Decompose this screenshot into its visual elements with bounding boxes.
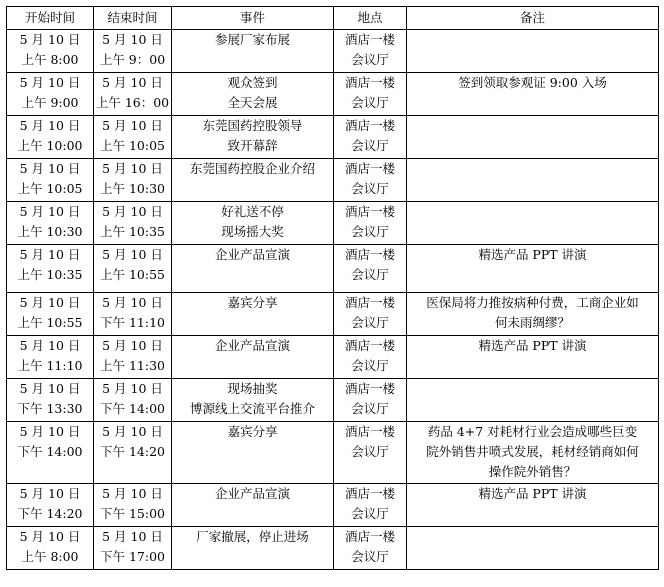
start-time-cell-line: 下午 14:20 [17, 506, 83, 521]
venue-cell-line: 会议厅 [351, 506, 389, 521]
note-cell-line: 操作院外销售？ [488, 464, 577, 479]
end-time-cell-line: 下午 11:10 [100, 315, 165, 330]
end-time-cell-line: 5 月 10 日 [102, 32, 163, 47]
note-cell-line: 精选产品 PPT 讲演 [478, 486, 587, 501]
header-start-time: 开始时间 [7, 7, 94, 30]
start-time-cell-line: 上午 9:00 [21, 95, 79, 110]
end-time-cell-line: 上午 10:55 [100, 267, 165, 282]
event-cell [172, 293, 334, 336]
start-time-cell-line: 上午 11:10 [17, 358, 83, 373]
start-time-cell-line: 5 月 10 日 [19, 424, 81, 439]
end-time-cell-line: 5 月 10 日 [102, 247, 163, 262]
event-cell-line: 现场抽奖 [227, 381, 278, 396]
note-cell-line: 签到领取参观证 9:00 入场 [458, 75, 607, 90]
event-cell-line: 全天会展 [227, 95, 278, 110]
event-cell [172, 116, 334, 159]
event-cell-line: 致开幕辞 [227, 138, 278, 153]
end-time-cell-line: 下午 15:00 [100, 506, 165, 521]
note-cell [407, 245, 659, 293]
note-cell [407, 336, 659, 379]
end-time-cell-line: 5 月 10 日 [102, 529, 163, 544]
end-time-cell-line: 上午 9：00 [99, 52, 166, 67]
start-time-cell-line: 上午 8:00 [21, 52, 79, 67]
venue-cell [334, 527, 407, 570]
note-cell-line: 精选产品 PPT 讲演 [478, 338, 587, 353]
start-time-cell [7, 336, 94, 379]
venue-cell-line: 酒店一楼 [344, 75, 395, 90]
end-time-cell-line: 上午 10:30 [100, 181, 165, 196]
venue-cell-line: 会议厅 [351, 549, 389, 564]
note-cell [407, 202, 659, 245]
start-time-cell-line: 上午 10:30 [17, 224, 83, 239]
event-cell [172, 527, 334, 570]
note-cell [407, 159, 659, 202]
venue-cell [334, 484, 407, 527]
start-time-cell [7, 245, 94, 293]
venue-cell-line: 会议厅 [351, 444, 389, 459]
end-time-cell-line: 5 月 10 日 [102, 204, 163, 219]
event-cell-line: 厂家撤展，停止进场 [196, 529, 309, 544]
venue-cell-line: 会议厅 [351, 52, 389, 67]
table-row [7, 159, 659, 202]
table-row [7, 73, 659, 116]
venue-cell-line: 酒店一楼 [344, 424, 395, 439]
venue-cell [334, 73, 407, 116]
venue-cell [334, 336, 407, 379]
end-time-cell [94, 527, 172, 570]
note-cell [407, 527, 659, 570]
event-cell [172, 379, 334, 422]
venue-cell [334, 245, 407, 293]
start-time-cell-line: 上午 10:35 [17, 267, 83, 282]
end-time-cell-line: 下午 17:00 [100, 549, 165, 564]
start-time-cell [7, 30, 94, 73]
note-cell-line: 药品 4+7 对耗材行业会造成哪些巨变 [427, 424, 638, 439]
note-cell [407, 116, 659, 159]
end-time-cell [94, 159, 172, 202]
event-cell-line: 现场摇大奖 [221, 224, 284, 239]
start-time-cell-line: 上午 10:55 [17, 315, 83, 330]
venue-cell-line: 酒店一楼 [344, 161, 395, 176]
venue-cell [334, 422, 407, 484]
start-time-cell-line: 5 月 10 日 [19, 118, 81, 133]
venue-cell-line: 酒店一楼 [344, 32, 395, 47]
note-cell-line: 精选产品 PPT 讲演 [478, 247, 587, 262]
end-time-cell [94, 422, 172, 484]
venue-cell [334, 116, 407, 159]
venue-cell-line: 酒店一楼 [344, 338, 395, 353]
start-time-cell-line: 上午 10:00 [17, 138, 83, 153]
table-row [7, 30, 659, 73]
event-cell [172, 202, 334, 245]
start-time-cell-line: 5 月 10 日 [19, 247, 81, 262]
end-time-cell [94, 202, 172, 245]
table-row [7, 422, 659, 484]
start-time-cell-line: 5 月 10 日 [19, 75, 81, 90]
end-time-cell-line: 上午 10:05 [100, 138, 165, 153]
start-time-cell-line: 5 月 10 日 [19, 381, 81, 396]
start-time-cell [7, 159, 94, 202]
start-time-cell-line: 下午 13:30 [17, 401, 83, 416]
event-cell [172, 422, 334, 484]
table-row [7, 245, 659, 293]
start-time-cell [7, 484, 94, 527]
venue-cell-line: 酒店一楼 [344, 295, 395, 310]
start-time-cell-line: 5 月 10 日 [19, 338, 81, 353]
end-time-cell [94, 245, 172, 293]
note-cell [407, 422, 659, 484]
end-time-cell-line: 下午 14:20 [100, 444, 165, 459]
venue-cell [334, 159, 407, 202]
start-time-cell [7, 202, 94, 245]
venue-cell [334, 30, 407, 73]
start-time-cell-line: 5 月 10 日 [19, 161, 81, 176]
end-time-cell-line: 上午 16：00 [95, 95, 170, 110]
end-time-cell-line: 5 月 10 日 [102, 75, 163, 90]
event-cell-line: 参展厂家布展 [214, 32, 290, 47]
venue-cell-line: 酒店一楼 [344, 486, 395, 501]
event-cell [172, 30, 334, 73]
end-time-cell-line: 5 月 10 日 [102, 295, 163, 310]
start-time-cell-line: 5 月 10 日 [19, 295, 81, 310]
table-row [7, 379, 659, 422]
end-time-cell-line: 5 月 10 日 [102, 118, 163, 133]
start-time-cell-line: 上午 10:05 [17, 181, 83, 196]
event-cell [172, 159, 334, 202]
event-cell [172, 336, 334, 379]
table-row [7, 293, 659, 336]
event-cell-line: 企业产品宣演 [214, 338, 290, 353]
venue-cell [334, 293, 407, 336]
venue-cell [334, 202, 407, 245]
note-cell [407, 30, 659, 73]
event-cell-line: 东莞国药控股领导 [202, 118, 303, 133]
venue-cell [334, 379, 407, 422]
end-time-cell [94, 116, 172, 159]
event-cell [172, 73, 334, 116]
table-row [7, 336, 659, 379]
schedule-body [7, 30, 659, 570]
event-cell-line: 嘉宾分享 [227, 424, 278, 439]
end-time-cell [94, 293, 172, 336]
venue-cell-line: 会议厅 [351, 267, 389, 282]
start-time-cell-line: 下午 14:00 [17, 444, 83, 459]
end-time-cell [94, 484, 172, 527]
event-cell-line: 企业产品宣演 [214, 486, 290, 501]
note-cell-line: 院外销售井喷式发展，耗材经销商如何 [426, 444, 639, 459]
start-time-cell [7, 379, 94, 422]
venue-cell-line: 会议厅 [351, 181, 389, 196]
end-time-cell [94, 73, 172, 116]
venue-cell-line: 会议厅 [351, 358, 389, 373]
start-time-cell-line: 5 月 10 日 [19, 32, 81, 47]
table-row [7, 484, 659, 527]
event-cell [172, 484, 334, 527]
end-time-cell [94, 379, 172, 422]
end-time-cell-line: 上午 10:35 [100, 224, 165, 239]
venue-cell-line: 酒店一楼 [344, 204, 395, 219]
venue-cell-line: 酒店一楼 [344, 529, 395, 544]
event-cell-line: 观众签到 [227, 75, 278, 90]
start-time-cell-line: 上午 8:00 [21, 549, 79, 564]
header-venue: 地点 [334, 7, 407, 30]
note-cell [407, 379, 659, 422]
end-time-cell-line: 5 月 10 日 [102, 381, 163, 396]
end-time-cell-line: 5 月 10 日 [102, 486, 163, 501]
end-time-cell-line: 5 月 10 日 [102, 338, 163, 353]
event-cell-line: 好礼送不停 [221, 204, 284, 219]
end-time-cell [94, 30, 172, 73]
header-event: 事件 [172, 7, 334, 30]
start-time-cell [7, 73, 94, 116]
note-cell [407, 293, 659, 336]
end-time-cell-line: 5 月 10 日 [102, 424, 163, 439]
note-cell-line: 何未雨绸缪？ [494, 315, 570, 330]
venue-cell-line: 会议厅 [351, 138, 389, 153]
table-row [7, 527, 659, 570]
end-time-cell-line: 下午 14:00 [100, 401, 165, 416]
event-cell-line: 嘉宾分享 [227, 295, 278, 310]
header-end-time: 结束时间 [94, 7, 172, 30]
venue-cell-line: 会议厅 [351, 401, 389, 416]
venue-cell-line: 酒店一楼 [344, 247, 395, 262]
note-cell [407, 73, 659, 116]
table-row [7, 202, 659, 245]
end-time-cell-line: 5 月 10 日 [102, 161, 163, 176]
table-row [7, 116, 659, 159]
header-note: 备注 [407, 7, 659, 30]
venue-cell-line: 会议厅 [351, 95, 389, 110]
start-time-cell [7, 116, 94, 159]
venue-cell-line: 酒店一楼 [344, 118, 395, 133]
header-row [7, 7, 659, 30]
note-cell-line: 医保局将力推按病种付费，工商企业如 [426, 295, 639, 310]
start-time-cell [7, 293, 94, 336]
event-cell-line: 企业产品宣演 [214, 247, 290, 262]
venue-cell-line: 会议厅 [351, 315, 389, 330]
event-cell-line: 东莞国药控股企业介绍 [189, 161, 315, 176]
end-time-cell-line: 上午 11:30 [100, 358, 165, 373]
start-time-cell-line: 5 月 10 日 [19, 486, 81, 501]
venue-cell-line: 会议厅 [351, 224, 389, 239]
start-time-cell [7, 527, 94, 570]
schedule-table [6, 6, 659, 570]
end-time-cell [94, 336, 172, 379]
event-cell [172, 245, 334, 293]
event-cell-line: 博源线上交流平台推介 [189, 401, 315, 416]
note-cell [407, 484, 659, 527]
start-time-cell-line: 5 月 10 日 [19, 529, 81, 544]
venue-cell-line: 酒店一楼 [344, 381, 395, 396]
start-time-cell [7, 422, 94, 484]
start-time-cell-line: 5 月 10 日 [19, 204, 81, 219]
